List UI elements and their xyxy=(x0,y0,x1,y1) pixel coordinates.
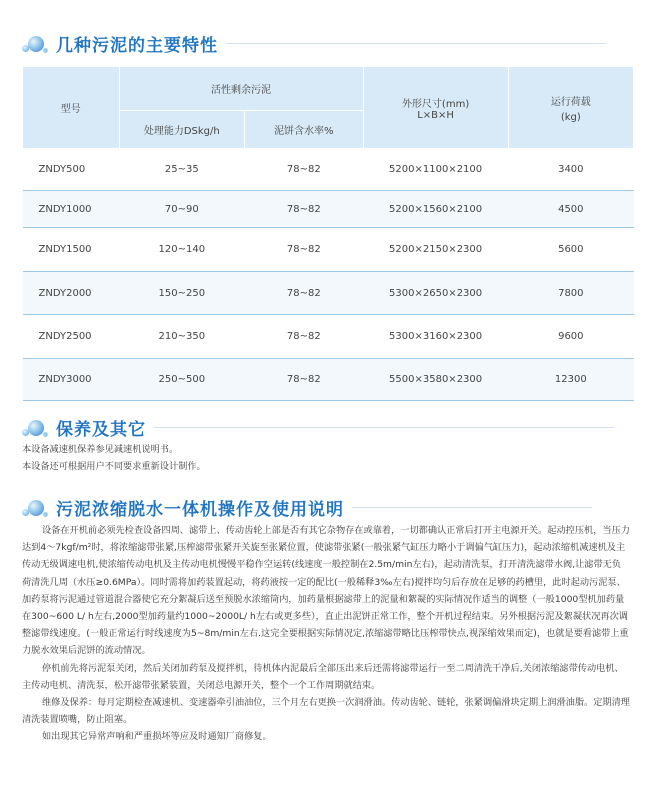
bubble-icon xyxy=(22,418,56,438)
bubble-icon xyxy=(22,498,56,518)
table-row xyxy=(23,191,634,228)
operation-paragraph: 如出现其它异常声响和严重损坏等应及时通知厂商修复。 xyxy=(42,731,272,743)
section-heading: 保养及其它 xyxy=(56,420,146,440)
maintenance-text xyxy=(22,441,630,475)
cell-capacity: 25~35 xyxy=(119,149,245,191)
section-title-maintenance xyxy=(22,415,614,440)
operation-paragraph: 设备在开机前必须先检查设备四周、滤带上、传动齿轮上部是否有其它杂物存在或靠着，一切都确认正常后打开主电源开关。起动控压机，当压力达到4～7kgf/m²时，将浓缩滤带张紧,压榨滤带张紧开关旋至张紧位置，使滤带张紧(一般张紧气缸压力略小于调偏气缸压力)，起动浓缩机减速机及主传动无级调速电机,使浓缩传动电机及主传动电机慢慢平稳作空运转(线速度一般控制在2.5m/min左右)，起动清洗泵，打开清洗滤带水阀,让滤带无负荷清洗几周（水压≥0.6MPa）。同时需将加药装置起动，将药液按一定的配比(一般稀释3‰左右)搅拌均匀后存放在足够的药槽里，此时起动污泥泵、加药泵将污泥通过管道混合器使它充分絮凝后送至预脱水浓缩筒内，加药量根据滤带上的泥量和絮凝的实际情况作适当的调整（一般1000型机加药量在300~600 L/ h左右,2000型加药量约1000~2000L/ h左右或更多些），直止出泥饼正常工作，整个开机过程结束。另外根据污泥及絮凝状况再次调整滤带线速度。(一般正常运行时线速度为5~8m/min左右.这完全要根据实际情况定,浓缩滤带略比压榨带快点,视深缩效果而定)，也就是要看滤带上重力脱水效果后泥饼的流动情况。 xyxy=(22,525,630,657)
title-underline xyxy=(352,507,592,508)
cell-moisture: 78~82 xyxy=(245,272,363,315)
table-row xyxy=(23,149,634,191)
cell-dimensions: 5300×3160×2300 xyxy=(363,315,508,359)
col-header-model: 型号 xyxy=(23,67,120,149)
cell-moisture: 78~82 xyxy=(245,191,363,228)
cell-capacity: 150~250 xyxy=(119,272,245,315)
cell-model: ZNDY2500 xyxy=(23,315,120,359)
load-unit: (kg) xyxy=(560,111,581,123)
cell-load: 4500 xyxy=(508,191,633,228)
col-header-capacity: 处理能力DSkg/h xyxy=(119,111,245,149)
section-title-operation xyxy=(22,495,592,520)
cell-load: 3400 xyxy=(508,149,633,191)
cell-model: ZNDY1500 xyxy=(23,228,120,272)
table-row xyxy=(23,315,634,359)
col-header-group: 活性剩余污泥 xyxy=(119,67,363,111)
cell-load: 7800 xyxy=(508,272,633,315)
cell-moisture: 78~82 xyxy=(245,315,363,359)
col-header-dimensions xyxy=(363,67,508,149)
cell-model: ZNDY3000 xyxy=(23,359,120,401)
cell-load: 12300 xyxy=(508,359,633,401)
cell-moisture: 78~82 xyxy=(245,359,363,401)
table-row xyxy=(23,359,634,401)
cell-dimensions: 5300×2650×2300 xyxy=(363,272,508,315)
maintenance-line: 本设备还可根据用户不同要求重新设计制作。 xyxy=(22,461,206,473)
operation-paragraph: 维修及保养：每月定期检查减速机、变速器牵引油油位，三个月左右更换一次润滑油。传动齿轮、链轮，张紧调偏滑块定期上润滑油脂。定期清理清洗装置喷嘴，防止阻塞。 xyxy=(22,697,630,726)
cell-moisture: 78~82 xyxy=(245,228,363,272)
cell-model: ZNDY1000 xyxy=(23,191,120,228)
load-label: 运行荷载 xyxy=(550,96,591,108)
maintenance-line: 本设备减速机保养参见减速机说明书。 xyxy=(22,444,179,455)
cell-load: 9600 xyxy=(508,315,633,359)
table-row xyxy=(23,272,634,315)
bubble-icon xyxy=(22,34,56,54)
cell-dimensions: 5200×1100×2100 xyxy=(363,149,508,191)
cell-capacity: 70~90 xyxy=(119,191,245,228)
title-underline xyxy=(226,43,606,44)
table-row xyxy=(23,228,634,272)
dimensions-unit: L×B×H xyxy=(417,109,454,121)
section-heading: 污泥浓缩脱水一体机操作及使用说明 xyxy=(56,500,344,520)
cell-dimensions: 5200×1560×2100 xyxy=(363,191,508,228)
section-title-spec xyxy=(22,31,606,56)
cell-model: ZNDY500 xyxy=(23,149,120,191)
cell-model: ZNDY2000 xyxy=(23,272,120,315)
col-header-load xyxy=(508,67,633,149)
title-underline xyxy=(154,427,614,428)
spec-table xyxy=(22,66,634,401)
cell-dimensions: 5500×3580×2300 xyxy=(363,359,508,401)
cell-load: 5600 xyxy=(508,228,633,272)
operation-paragraph: 停机前先将污泥泵关闭，然后关闭加药泵及搅拌机，待机体内泥最后全部压出来后还需将滤带运行一至二周清洗干净后,关闭浓缩滤带传动电机、主传动电机、清洗泵，松开滤带张紧装置，关闭总电源开关，整个一个工作周期就结束。 xyxy=(22,662,624,691)
dimensions-label: 外形尺寸(mm) xyxy=(401,98,470,110)
cell-capacity: 250~500 xyxy=(119,359,245,401)
cell-dimensions: 5200×2150×2300 xyxy=(363,228,508,272)
col-header-moisture: 泥饼含水率% xyxy=(245,111,363,149)
operation-text xyxy=(22,522,630,746)
cell-capacity: 120~140 xyxy=(119,228,245,272)
cell-capacity: 210~350 xyxy=(119,315,245,359)
cell-moisture: 78~82 xyxy=(245,149,363,191)
section-heading: 几种污泥的主要特性 xyxy=(56,36,218,56)
